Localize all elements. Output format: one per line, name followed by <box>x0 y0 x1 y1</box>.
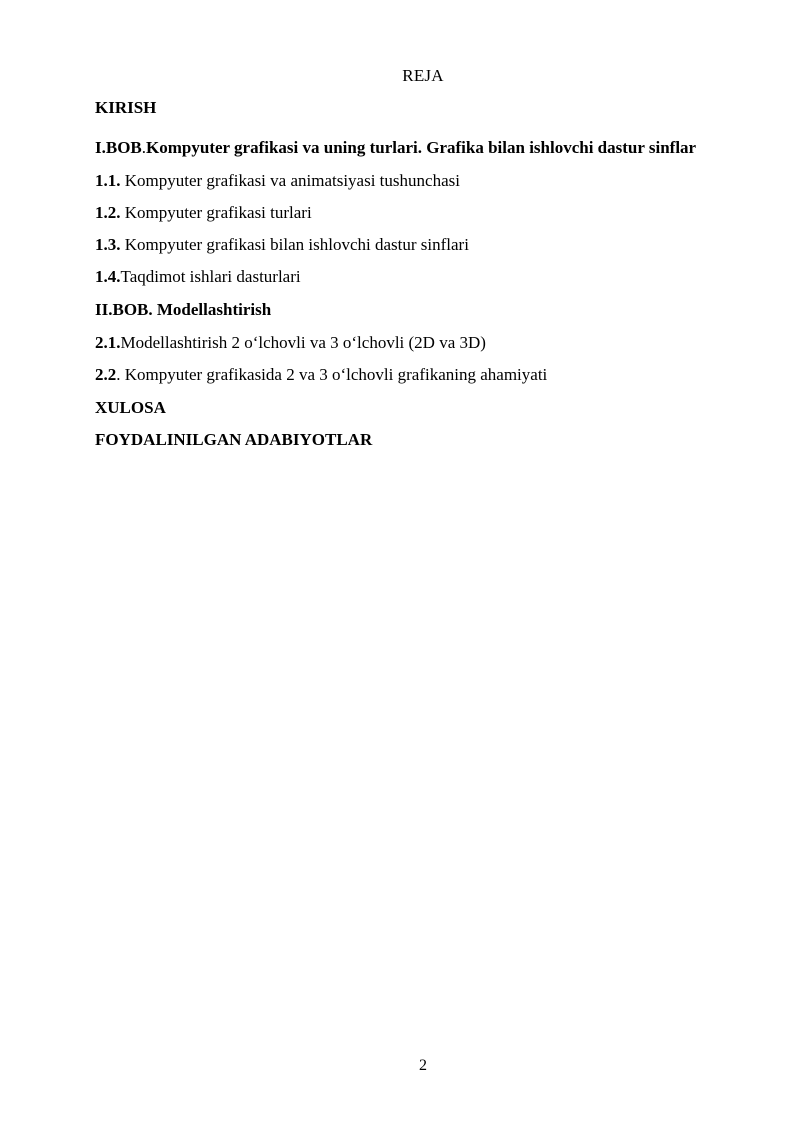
page-title: REJA <box>402 66 444 85</box>
toc-entry-chapter-2 <box>95 299 271 321</box>
toc-entry-number: 1.3. <box>95 235 121 254</box>
toc-entry-2-2 <box>95 364 547 386</box>
toc-entry-label: Modellashtirish 2 o‘lchovli va 3 o‘lchovli (2D va 3D) <box>120 333 486 352</box>
toc-entry-number: 1.2. <box>95 203 121 222</box>
toc-entry-label: XULOSA <box>95 398 166 417</box>
toc-entry-1-4 <box>95 266 301 288</box>
toc-entry-1-3 <box>95 234 469 256</box>
toc-entry-label: Taqdimot ishlari dasturlari <box>120 267 301 286</box>
toc-entry-number: 2.2 <box>95 365 117 384</box>
toc-entry-1-2 <box>95 202 312 224</box>
toc-entry-label: KIRISH <box>95 98 157 117</box>
toc-entry-label: Kompyuter grafikasi turlari <box>120 203 312 222</box>
page-number: 2 <box>419 1057 427 1074</box>
toc-entry-2-1 <box>95 332 486 354</box>
toc-entry-label: . Kompyuter grafikasida 2 va 3 o‘lchovli grafikaning ahamiyati <box>116 365 548 384</box>
toc-entry-xulosa <box>95 397 166 419</box>
toc-entry-separator: . <box>141 138 147 157</box>
toc-entry-kirish <box>95 97 156 119</box>
toc-entry-number: 1.4. <box>95 267 121 286</box>
toc-entry-number: 2.1. <box>95 333 121 352</box>
toc-entry-number: I.BOB <box>95 138 142 157</box>
toc-entry-chapter-1 <box>95 137 696 159</box>
toc-entry-label: Kompyuter grafikasi va uning turlari. Grafika bilan ishlovchi dastur sinflar <box>146 138 697 157</box>
toc-entry-label: Kompyuter grafikasi va animatsiyasi tushunchasi <box>120 171 460 190</box>
toc-entry-label: II.BOB. Modellashtirish <box>95 300 272 319</box>
toc-entry-label: FOYDALINILGAN ADABIYOTLAR <box>95 430 373 449</box>
toc-entry-number: 1.1. <box>95 171 121 190</box>
toc-entry-label: Kompyuter grafikasi bilan ishlovchi dastur sinflari <box>120 235 469 254</box>
toc-entry-references <box>95 429 372 451</box>
toc-entry-1-1 <box>95 170 460 192</box>
